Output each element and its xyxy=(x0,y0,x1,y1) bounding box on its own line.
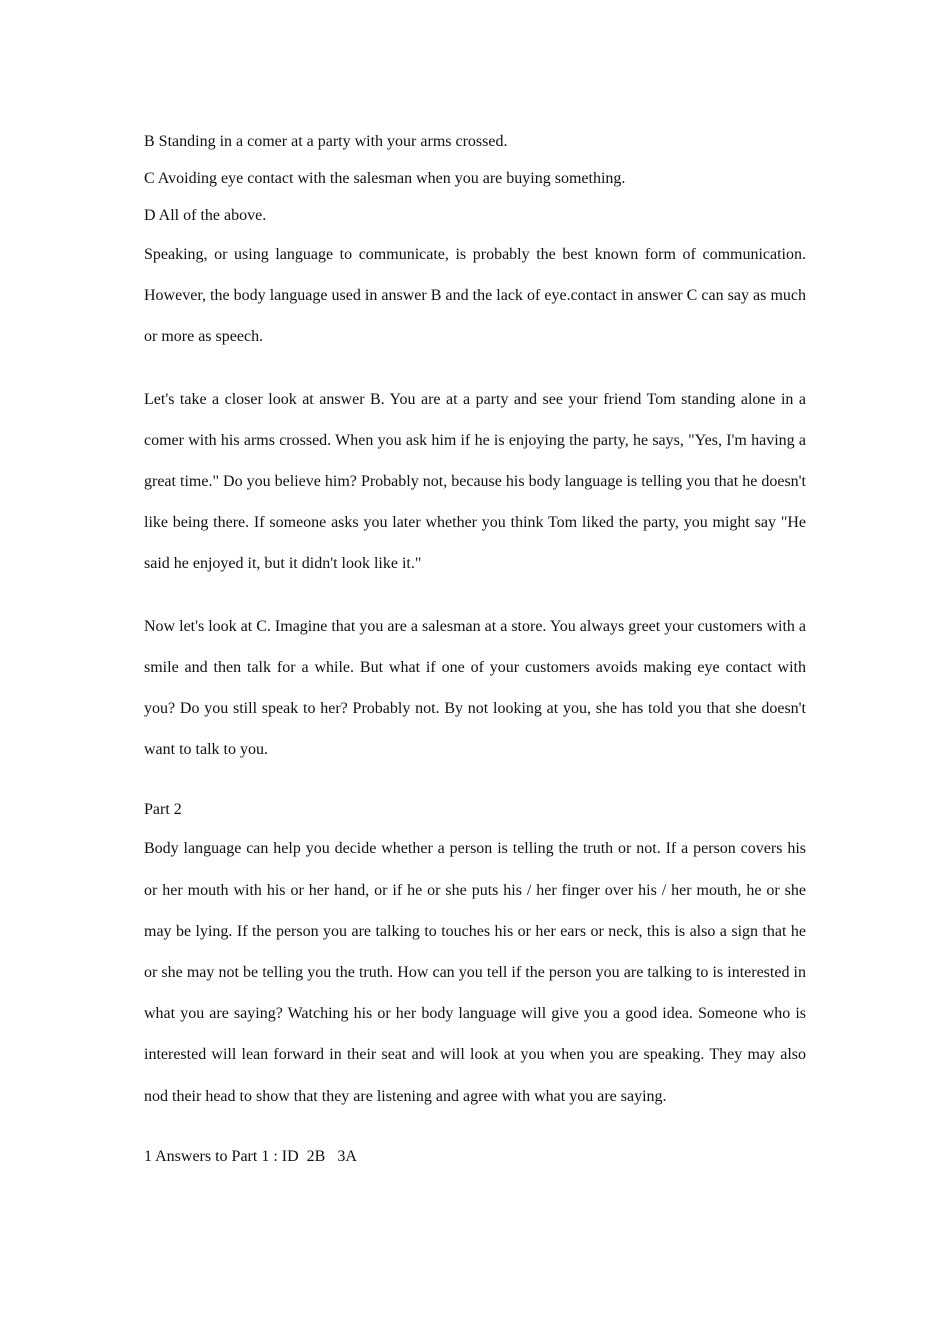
paragraph-answer-b: Let's take a closer look at answer B. You are at a party and see your friend Tom standing alone in a comer with his arms crossed. When you ask him if he is enjoying the party, he says, "Yes, I'm having a great time." Do you believe him? Probably not, because his body language is telling you that he doesn't like being there. If someone asks you later whether you think Tom liked the party, you might say "He said he enjoyed it, but it didn't look like it." xyxy=(144,390,806,573)
option-b: B Standing in a comer at a party with your arms crossed. xyxy=(144,133,508,150)
answers-footnote: 1 Answers to Part 1 : ID 2B 3A xyxy=(144,1147,357,1165)
paragraph-speaking: Speaking, or using language to communicate, is probably the best known form of communication. However, the body language used in answer B and the lack of eye.contact in answer C can say as much or more as speech. xyxy=(144,246,806,346)
option-c: C Avoiding eye contact with the salesman when you are buying something. xyxy=(144,170,626,187)
part2-heading: Part 2 xyxy=(144,801,182,819)
document-page xyxy=(144,123,806,1175)
option-d: D All of the above. xyxy=(144,207,267,224)
paragraph-answer-c: Now let's look at C. Imagine that you are a salesman at a store. You always greet your customers with a smile and then talk for a while. But what if one of your customers avoids making eye contact with you? Do you still speak to her? Probably not. By not looking at you, she has told you that she doesn't want to talk to you. xyxy=(144,617,806,759)
paragraph-part2: Body language can help you decide whether a person is telling the truth or not. If a person covers his or her mouth with his or her hand, or if he or she puts his / her finger over his / her mouth, he or she may be lying. If the person you are talking to touches his or her ears or neck, this is also a sign that he or she may not be telling you the truth. How can you tell if the person you are talking to is interested in what you are saying? Watching his or her body language will give you a good idea. Someone who is interested will lean forward in their seat and will look at you when you are speaking. They may also nod their head to show that they are listening and agree with what you are saying. xyxy=(144,840,806,1105)
